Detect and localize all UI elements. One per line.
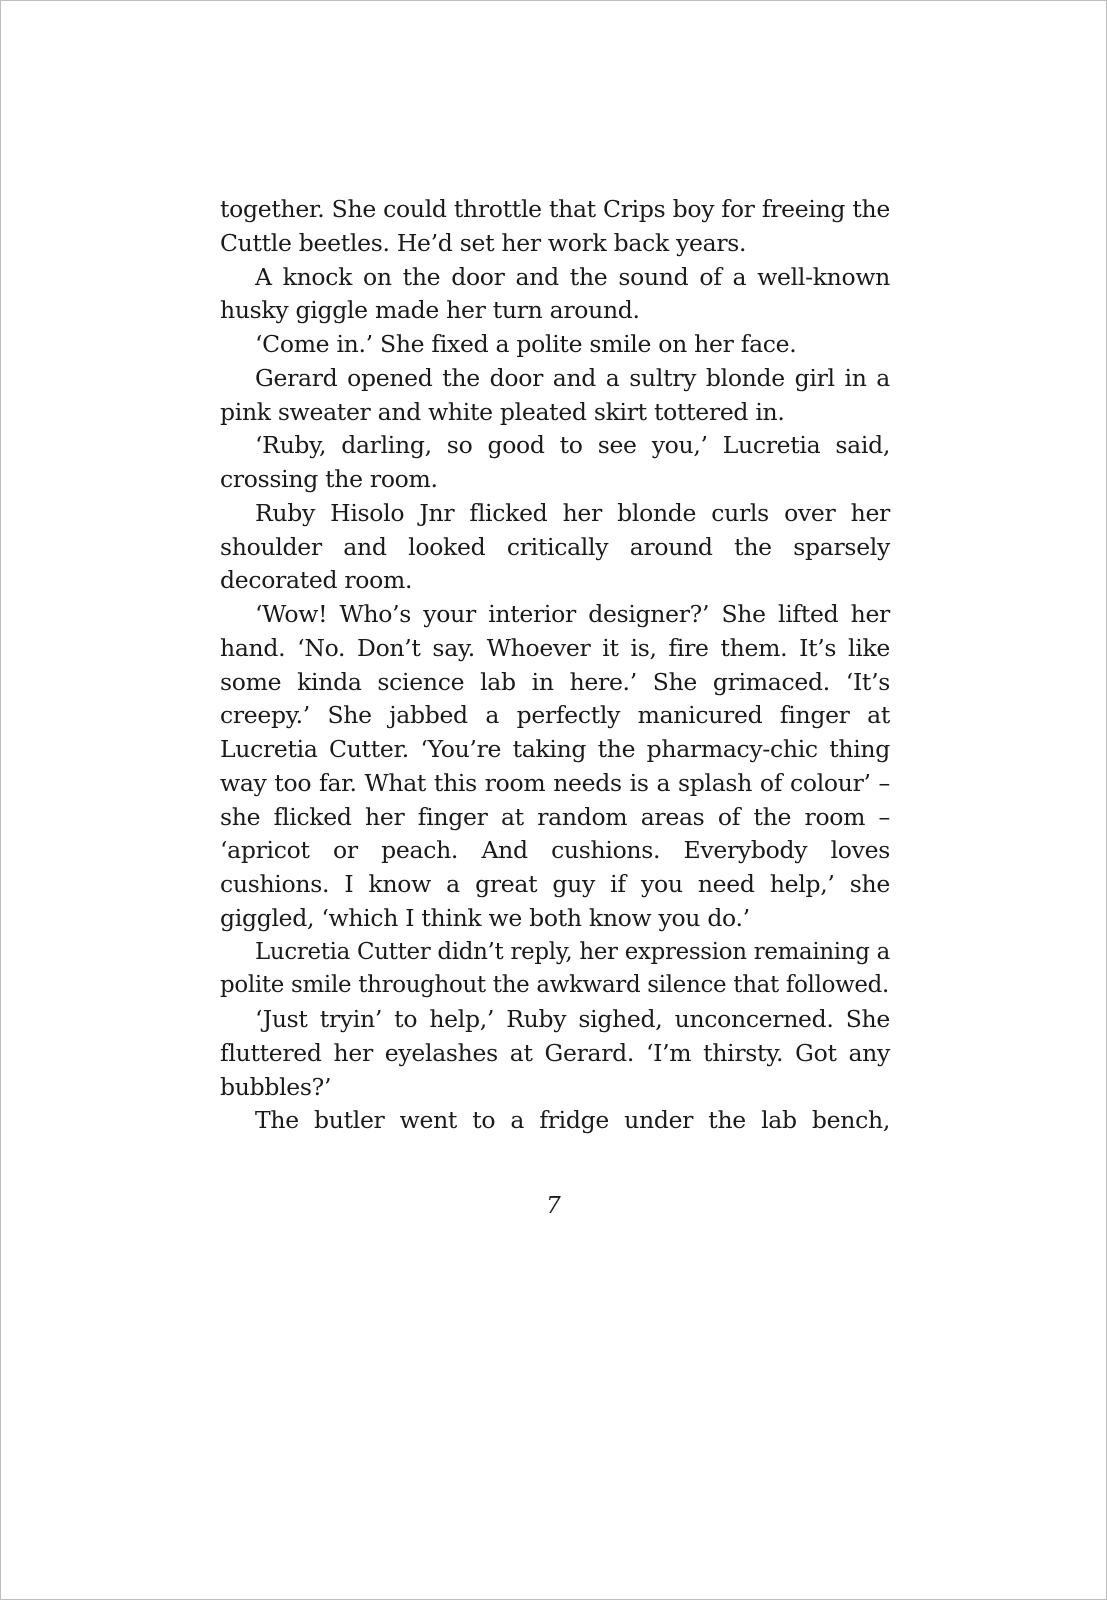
page-number: 7 bbox=[546, 1193, 561, 1219]
text-line: Gerard opened the door and a sultry blonde girl in a bbox=[255, 363, 890, 392]
text-line: shoulder and looked critically around the sparsely bbox=[220, 532, 890, 561]
body-text bbox=[220, 193, 890, 1138]
text-line: together. She could throttle that Crips boy for freeing the bbox=[220, 195, 890, 223]
text-line: A knock on the door and the sound of a well-known bbox=[255, 262, 890, 291]
text-line: Lucretia Cutter didn’t reply, her expression remaining a bbox=[255, 938, 890, 965]
text-line: fluttered her eyelashes at Gerard. ‘I’m thirsty. Got any bbox=[220, 1038, 890, 1067]
text-line: pink sweater and white pleated skirt tottered in. bbox=[220, 397, 785, 426]
text-line: Cuttle beetles. He’d set her work back years. bbox=[220, 228, 747, 257]
text-line: giggled, ‘which I think we both know you do.’ bbox=[220, 903, 750, 932]
text-line: ‘apricot or peach. And cushions. Everybody loves bbox=[220, 836, 890, 865]
text-line: ‘Ruby, darling, so good to see you,’ Lucretia said, bbox=[255, 431, 890, 460]
text-line: way too far. What this room needs is a splash of colour’ – bbox=[220, 768, 890, 797]
text-line: crossing the room. bbox=[220, 465, 438, 493]
text-line: creepy.’ She jabbed a perfectly manicured finger at bbox=[220, 701, 890, 730]
text-line: ‘Wow! Who’s your interior designer?’ She lifted her bbox=[255, 600, 890, 628]
text-line: cushions. I know a great guy if you need help,’ she bbox=[220, 870, 890, 898]
text-line: Ruby Hisolo Jnr flicked her blonde curls over her bbox=[255, 498, 890, 527]
text-line: The butler went to a fridge under the lab bench, bbox=[255, 1106, 890, 1135]
text-line: ‘Come in.’ She fixed a polite smile on her face. bbox=[255, 330, 797, 358]
text-line: Lucretia Cutter. ‘You’re taking the pharmacy-chic thing bbox=[220, 735, 890, 763]
text-line: bubbles?’ bbox=[220, 1072, 332, 1101]
text-line: polite smile throughout the awkward silence that followed. bbox=[220, 972, 890, 999]
text-line: husky giggle made her turn around. bbox=[220, 296, 640, 325]
text-line: ‘Just tryin’ to help,’ Ruby sighed, unconcerned. She bbox=[255, 1005, 890, 1033]
text-line: hand. ‘No. Don’t say. Whoever it is, fire them. It’s like bbox=[220, 633, 890, 662]
text-line: decorated room. bbox=[220, 566, 413, 595]
text-line: some kinda science lab in here.’ She grimaced. ‘It’s bbox=[220, 667, 890, 696]
text-line: she flicked her finger at random areas of the room – bbox=[220, 802, 890, 831]
